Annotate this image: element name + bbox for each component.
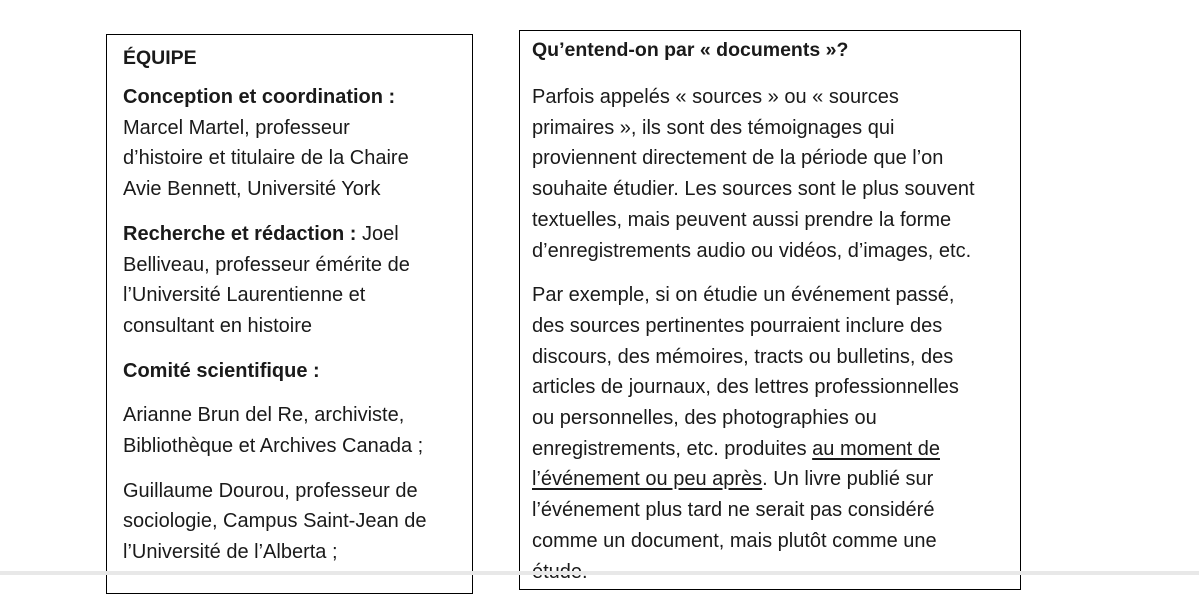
team-box: [106, 34, 473, 594]
recherche-line: l’Université Laurentienne et: [123, 284, 366, 307]
page-bottom-edge: [0, 571, 1199, 575]
paragraph-line: Par exemple, si on étudie un événement passé,: [532, 284, 955, 307]
paragraph-text: . Un livre publié sur: [762, 468, 934, 491]
paragraph-line: proviennent directement de la période que l’on: [532, 147, 944, 170]
paragraph-line: l’événement plus tard ne serait pas considéré: [532, 499, 935, 522]
member-line: sociologie, Campus Saint-Jean de: [123, 510, 427, 533]
recherche-line: consultant en histoire: [123, 314, 313, 337]
paragraph-line: des sources pertinentes pourraient inclure des: [532, 314, 943, 337]
documents-heading: Qu’entend-on par « documents »?: [532, 39, 849, 61]
paragraph-line: comme un document, mais plutôt comme une: [532, 529, 937, 552]
comite-paragraph: [123, 356, 460, 387]
recherche-line: Belliveau, professeur émérite de: [123, 253, 410, 276]
underlined-text: l’événement ou peu après: [532, 468, 763, 491]
paragraph-text: enregistrements, etc. produites: [532, 437, 813, 460]
conception-line: Avie Bennett, Université York: [123, 178, 381, 201]
conception-paragraph: [123, 82, 460, 205]
member-line: Guillaume Dourou, professeur de: [123, 479, 418, 502]
underlined-text: au moment de: [812, 437, 940, 460]
paragraph-line: textuelles, mais peuvent aussi prendre la forme: [532, 208, 952, 231]
paragraph-line: Parfois appelés « sources » ou « sources: [532, 86, 899, 108]
recherche-first-line: Joel: [356, 222, 399, 245]
member-line: l’Université de l’Alberta ;: [123, 541, 338, 564]
paragraph-line: primaires », ils sont des témoignages qui: [532, 116, 895, 139]
committee-member: [123, 476, 460, 568]
paragraph-line: articles de journaux, des lettres professionnelles: [532, 376, 959, 399]
documents-box: [519, 30, 1021, 590]
definition-paragraph: [532, 82, 1010, 266]
paragraph-line: ou personnelles, des photographies ou: [532, 407, 877, 430]
team-heading: ÉQUIPE: [123, 47, 197, 69]
recherche-label: Recherche et rédaction :: [123, 222, 357, 245]
paragraph-line: d’enregistrements audio ou vidéos, d’images, etc.: [532, 239, 972, 262]
conception-line: d’histoire et titulaire de la Chaire: [123, 147, 409, 170]
example-paragraph: [532, 280, 1010, 587]
member-line: Bibliothèque et Archives Canada ;: [123, 435, 424, 458]
committee-member: [123, 400, 460, 461]
member-line: Arianne Brun del Re, archiviste,: [123, 404, 405, 427]
comite-label: Comité scientifique :: [123, 359, 320, 382]
conception-label: Conception et coordination :: [123, 86, 396, 108]
paragraph-line: discours, des mémoires, tracts ou bulletins, des: [532, 345, 954, 368]
recherche-paragraph: [123, 219, 460, 342]
conception-line: Marcel Martel, professeur: [123, 116, 350, 139]
paragraph-line: souhaite étudier. Les sources sont le plus souvent: [532, 178, 975, 201]
